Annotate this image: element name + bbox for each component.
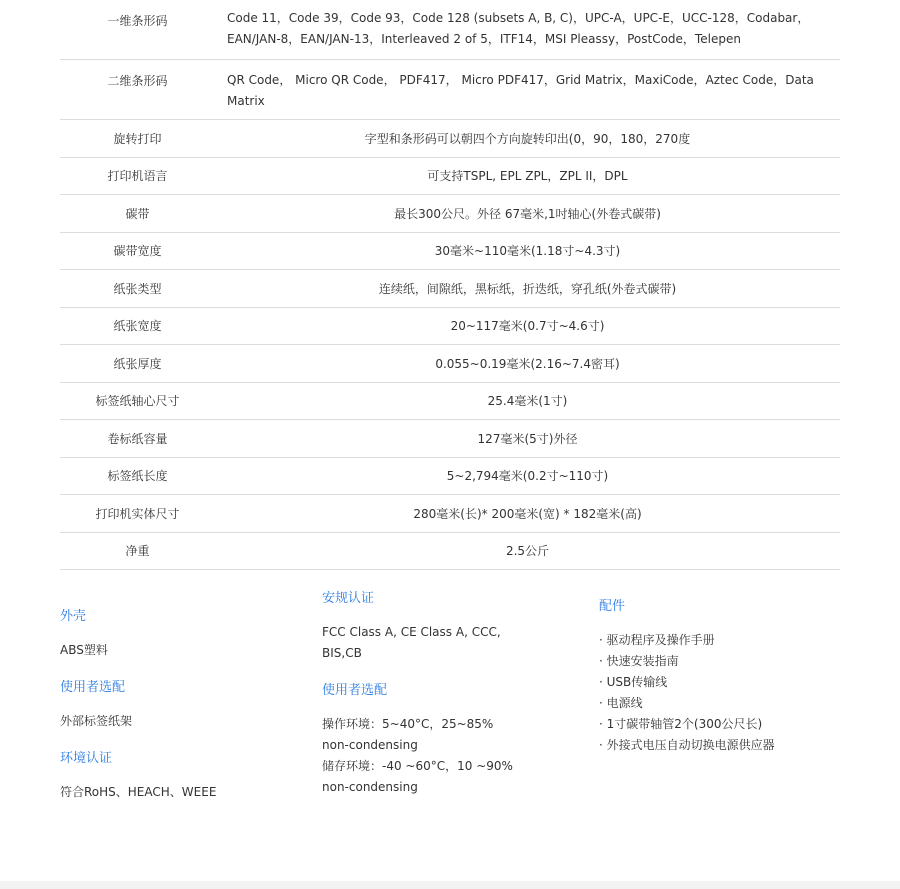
spec-value: 5~2,794毫米(0.2寸~110寸): [446, 469, 609, 484]
spec-row: [60, 345, 840, 383]
spec-key: 纸张类型: [113, 281, 162, 296]
spec-value: 可支持TSPL, EPL ZPL，ZPL II，DPL: [427, 169, 628, 184]
environment-cert-title: 环境认证: [60, 751, 113, 766]
spec-key: 二维条形码: [107, 74, 168, 88]
accessory-item: · 快速安装指南: [599, 654, 679, 668]
spec-key: 标签纸长度: [107, 469, 168, 484]
spec-key: 碳带宽度: [113, 244, 162, 259]
spec-table: [60, 0, 840, 570]
footer-bar: [0, 881, 900, 889]
spec-row: [60, 533, 840, 571]
spec-value: QR Code， Micro QR Code， PDF417， Micro PDF417，Grid Matrix，MaxiCode，Aztec Code，Data Matrix: [227, 73, 814, 108]
spec-key: 打印机实体尺寸: [95, 506, 180, 521]
spec-key: 旋转打印: [113, 131, 162, 146]
spec-row: [60, 158, 840, 196]
accessory-item: · 电源线: [599, 696, 643, 710]
spec-value: 25.4毫米(1寸): [487, 394, 568, 409]
safety-cert-body: FCC Class A, CE Class A, CCC, BIS,CB: [322, 625, 501, 660]
spec-value: 280毫米(长)* 200毫米(宽) * 182毫米(高): [413, 506, 642, 521]
spec-key: 卷标纸容量: [107, 431, 168, 446]
spec-row: [60, 120, 840, 158]
spec-value: 连续纸，间隙纸，黑标纸，折迭纸，穿孔纸(外卷式碳带): [378, 281, 677, 296]
accessory-item: · 外接式电压自动切换电源供应器: [599, 738, 775, 752]
spec-value: 30毫米~110毫米(1.18寸~4.3寸): [434, 244, 621, 259]
accessory-item: · USB传输线: [599, 675, 668, 689]
spec-value: 127毫米(5寸)外径: [477, 431, 578, 446]
spec-row-2d-barcode: [60, 60, 840, 120]
spec-value: 0.055~0.19毫米(2.16~7.4密耳): [435, 356, 620, 371]
spec-key: 纸张厚度: [113, 356, 162, 371]
spec-row: [60, 195, 840, 233]
spec-row-1d-barcode: [60, 0, 840, 60]
spec-row: [60, 233, 840, 271]
user-options-title: 使用者选配: [322, 683, 388, 698]
features-column-2: [322, 590, 562, 816]
storage-env: 储存环境：-40 ~60°C，10 ~90% non-condensing: [322, 759, 513, 794]
operating-env: 操作环境：5~40°C，25~85% non-condensing: [322, 717, 494, 752]
spec-value: 20~117毫米(0.7寸~4.6寸): [450, 319, 605, 334]
spec-value: Code 11，Code 39，Code 93，Code 128 (subsets A, B, C)，UPC-A，UPC-E，UCC-128，Codabar，EAN/JAN-8，EAN/JAN-13，Interleaved 2 of 5，ITF14，MSI Pleassy，PostCode，Telepen: [227, 11, 810, 46]
spec-row: [60, 495, 840, 533]
accessory-item: · 驱动程序及操作手册: [599, 633, 715, 647]
user-options-title: 使用者选配: [60, 680, 126, 695]
spec-key: 标签纸轴心尺寸: [95, 394, 180, 409]
spec-key: 纸张宽度: [113, 319, 162, 334]
spec-key: 一维条形码: [107, 14, 168, 28]
features-column-1: [60, 598, 300, 821]
accessory-item: · 1寸碳带轴管2个(300公尺长): [599, 717, 763, 731]
spec-row: [60, 383, 840, 421]
spec-value: 字型和条形码可以朝四个方向旋转印出(0，90，180，270度: [364, 131, 691, 146]
spec-value: 最长300公尺。外径 67毫米,1吋轴心(外卷式碳带): [394, 206, 661, 221]
spec-key: 碳带: [125, 206, 150, 221]
spec-row: [60, 308, 840, 346]
spec-row: [60, 270, 840, 308]
spec-key: 净重: [125, 544, 150, 559]
accessories-title: 配件: [599, 599, 626, 614]
user-options-body: 外部标签纸架: [60, 714, 133, 728]
spec-row: [60, 420, 840, 458]
safety-cert-title: 安规认证: [322, 591, 375, 606]
spec-value: 2.5公斤: [505, 544, 550, 559]
environment-cert-body: 符合RoHS、HEACH、WEEE: [60, 785, 217, 799]
housing-title: 外壳: [60, 609, 87, 624]
features-column-3: [599, 598, 839, 756]
spec-key: 打印机语言: [107, 169, 168, 184]
housing-body: ABS塑料: [60, 643, 108, 657]
spec-row: [60, 458, 840, 496]
